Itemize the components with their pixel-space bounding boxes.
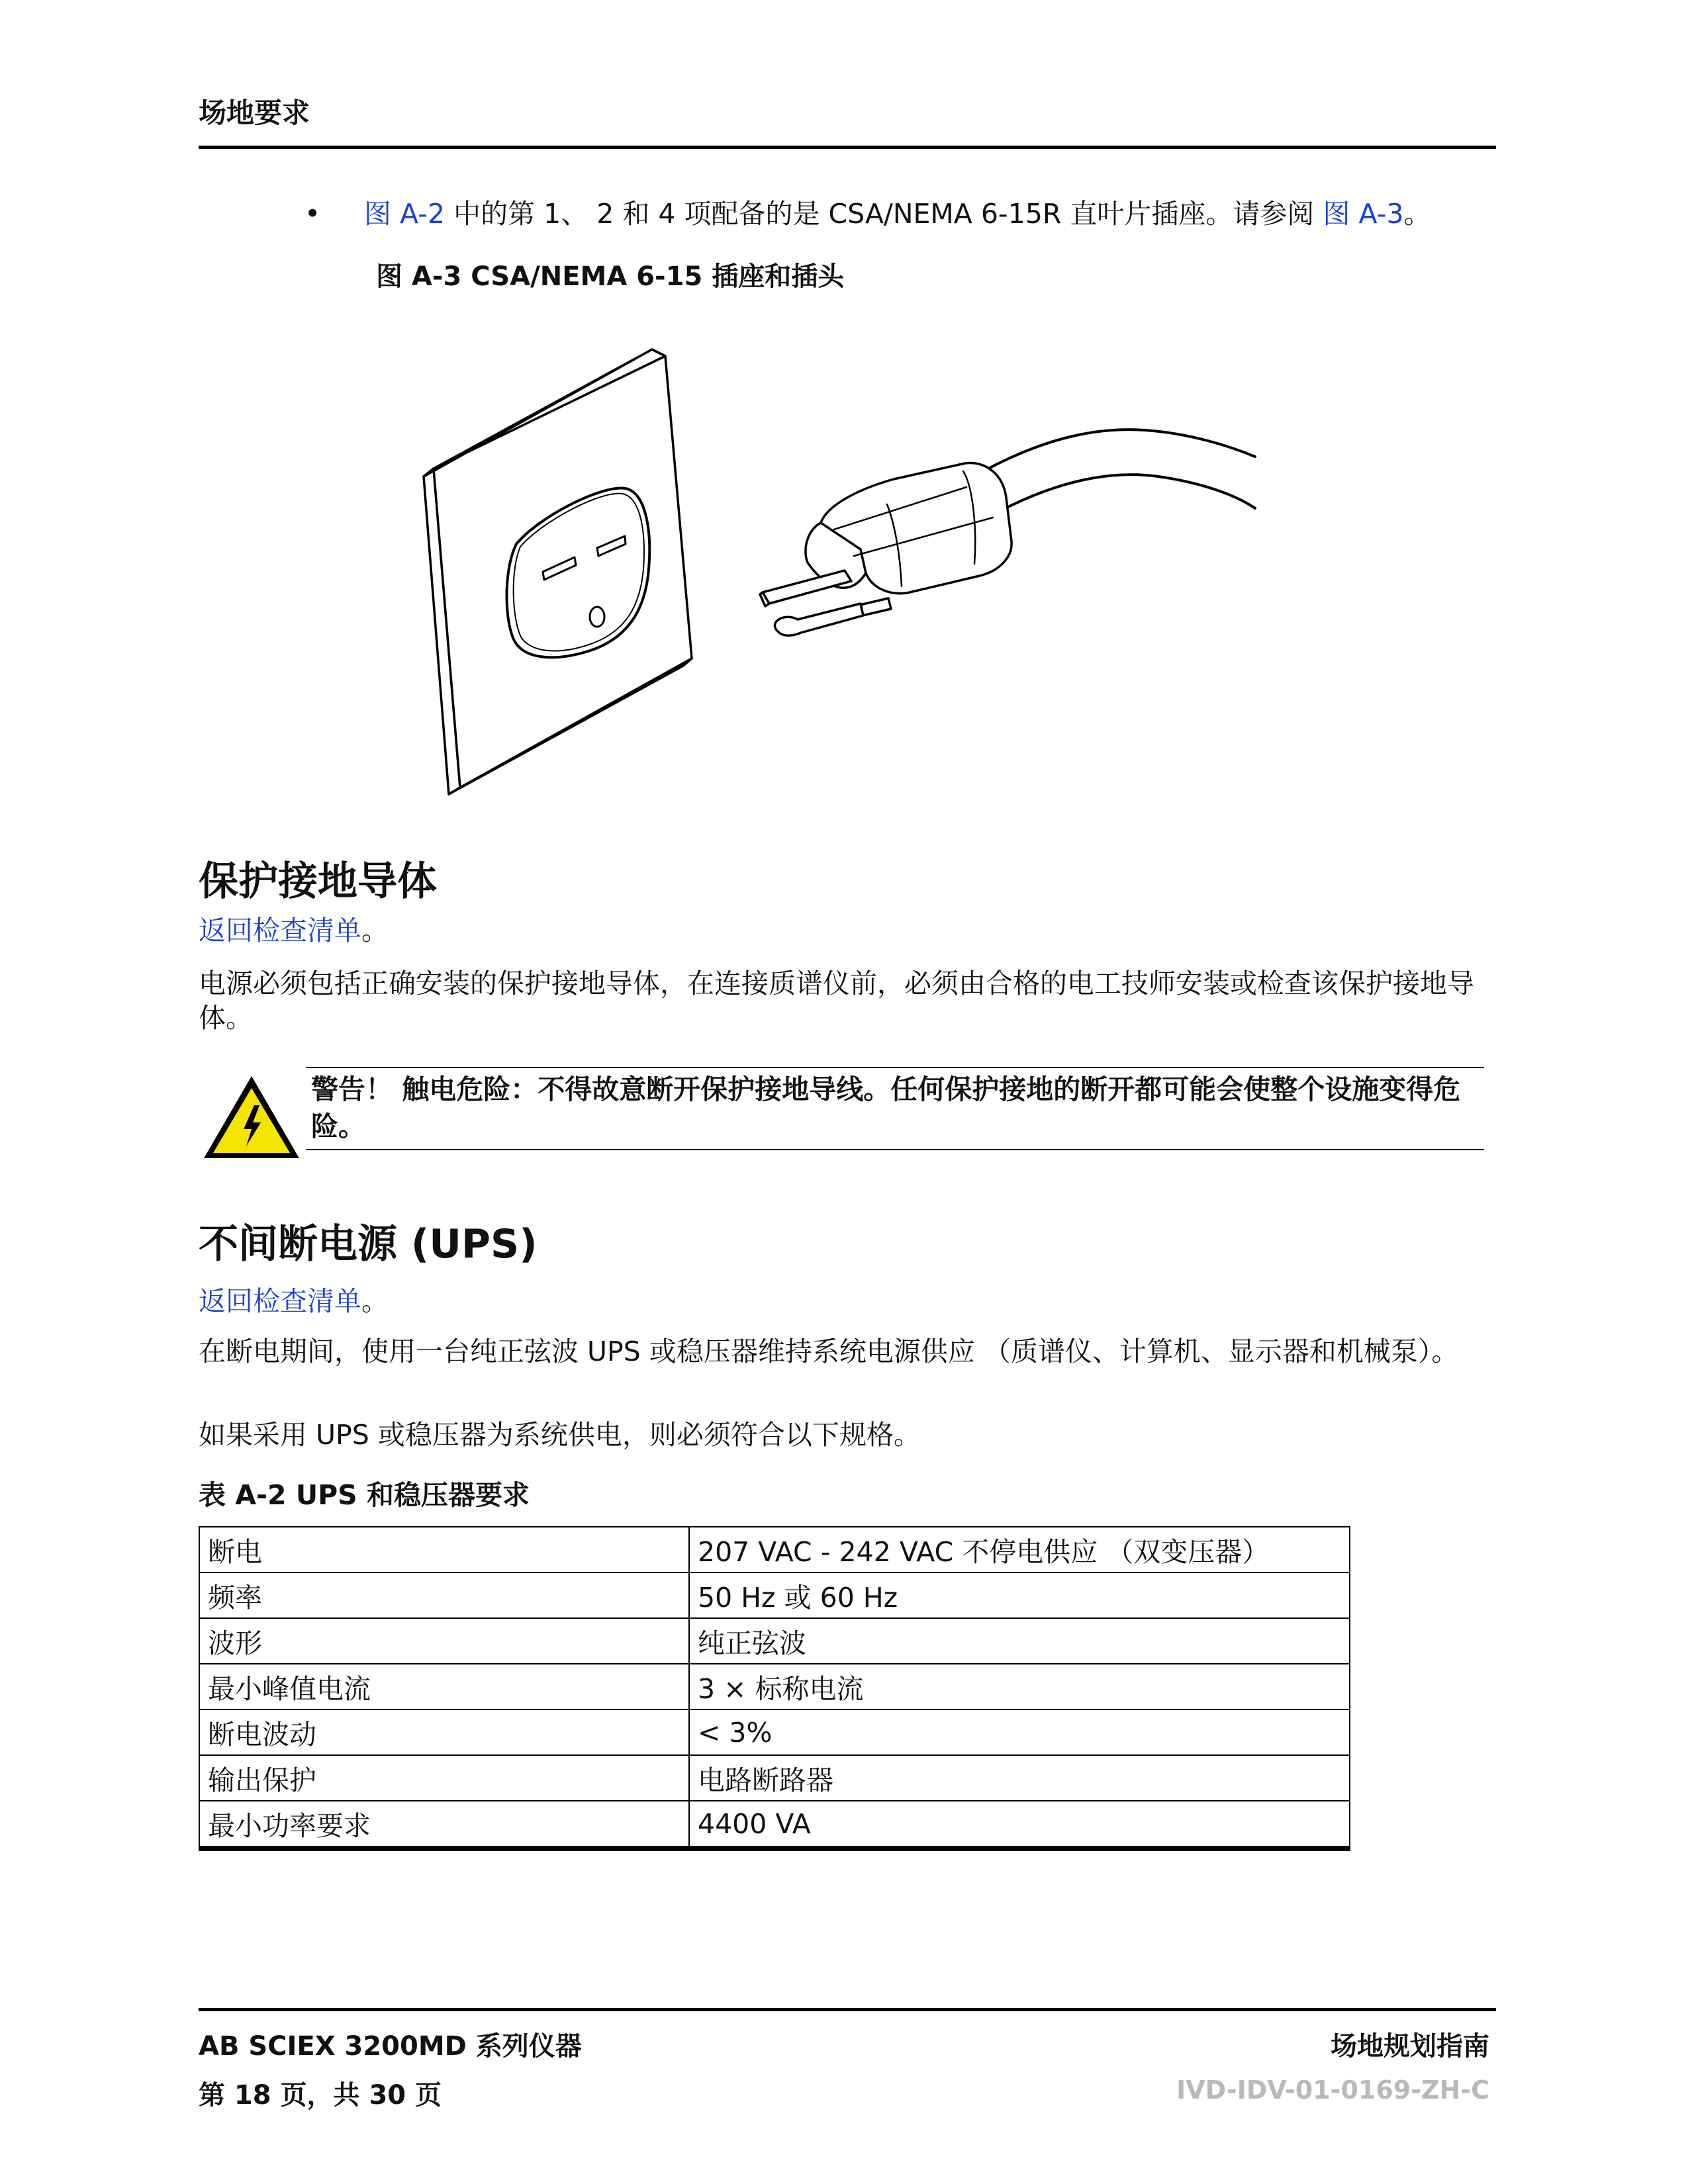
period: 。 (361, 1285, 389, 1317)
warning-text: 警告！ 触电危险：不得故意断开保护接地导线。任何保护接地的断开都可能会使整个设施变得危险。 (311, 1073, 1461, 1142)
spec-label-cell: 断电波动 (199, 1709, 689, 1755)
table-row (199, 1755, 1350, 1801)
table-caption: 表 A-2 UPS 和稳压器要求 (199, 1479, 530, 1511)
running-header: 场地要求 (199, 97, 310, 129)
ups-requirements-table (199, 1526, 1350, 1851)
bullet-dot: • (305, 198, 321, 230)
spec-label-cell: 最小功率要求 (199, 1801, 689, 1848)
header-rule (199, 146, 1496, 149)
warning-bottom-rule (306, 1149, 1484, 1150)
spec-value-cell: 电路断路器 (689, 1755, 1350, 1801)
period: 。 (361, 915, 389, 946)
bullet-text: 中的第 1、 2 和 4 项配备的是 CSA/NEMA 6-15R 直叶片插座。请参阅 (445, 198, 1323, 230)
warning-top-rule (306, 1067, 1484, 1068)
outlet-and-plug-illustration (397, 331, 1271, 807)
figure-a2-link[interactable]: 图 A-2 (364, 198, 445, 230)
bullet-end: 。 (1403, 198, 1431, 230)
spec-label-cell: 最小峰值电流 (199, 1664, 689, 1709)
table-row (199, 1572, 1350, 1618)
back-to-checklist-row (199, 1284, 1496, 1318)
footer-document-id: IVD-IDV-01-0169-ZH-C (1176, 2075, 1489, 2105)
spec-label-cell: 波形 (199, 1618, 689, 1664)
back-to-checklist-link[interactable]: 返回检查清单 (199, 915, 361, 946)
section-protective-ground (199, 850, 437, 907)
footer-rule (199, 2008, 1496, 2011)
footer-page-number: 第 18 页，共 30 页 (199, 2080, 442, 2111)
back-to-checklist-link[interactable]: 返回检查清单 (199, 1285, 361, 1317)
spec-value-cell: 3 × 标称电流 (689, 1664, 1350, 1709)
body-paragraph: 电源必须包括正确安装的保护接地导体，在连接质谱仪前，必须由合格的电工技师安装或检查该保护接地导体。 (199, 968, 1474, 1034)
body-paragraph: 在断电期间，使用一台纯正弦波 UPS 或稳压器维持系统电源供应 （质谱仪、计算机、显示器和机械泵）。 (199, 1336, 1459, 1367)
table-row (199, 1618, 1350, 1664)
figure-caption: 图 A-3 CSA/NEMA 6-15 插座和插头 (376, 261, 845, 292)
spec-value-cell: < 3% (689, 1709, 1350, 1755)
spec-label-cell: 断电 (199, 1527, 689, 1572)
table-row (199, 1664, 1350, 1709)
spec-label-cell: 输出保护 (199, 1755, 689, 1801)
spec-value-cell: 50 Hz 或 60 Hz (689, 1572, 1350, 1618)
table-row (199, 1801, 1350, 1848)
electric-shock-warning-icon (199, 1071, 305, 1163)
section-ups (199, 1212, 538, 1269)
footer-product: AB SCIEX 3200MD 系列仪器 (199, 2031, 582, 2062)
spec-value-cell: 纯正弦波 (689, 1618, 1350, 1664)
footer-guide-title: 场地规划指南 (1331, 2031, 1489, 2062)
table-row (199, 1527, 1350, 1572)
bullet-item (305, 192, 1431, 231)
section-heading: 保护接地导体 (199, 858, 437, 905)
spec-value-cell: 207 VAC - 242 VAC 不停电供应 （双变压器） (689, 1527, 1350, 1572)
spec-value-cell: 4400 VA (689, 1801, 1350, 1848)
body-paragraph: 如果采用 UPS 或稳压器为系统供电，则必须符合以下规格。 (199, 1419, 921, 1451)
table-row (199, 1709, 1350, 1755)
figure-a3-link[interactable]: 图 A-3 (1323, 198, 1404, 230)
spec-label-cell: 频率 (199, 1572, 689, 1618)
back-to-checklist-row (199, 913, 1496, 948)
section-heading: 不间断电源 (UPS) (199, 1221, 538, 1267)
